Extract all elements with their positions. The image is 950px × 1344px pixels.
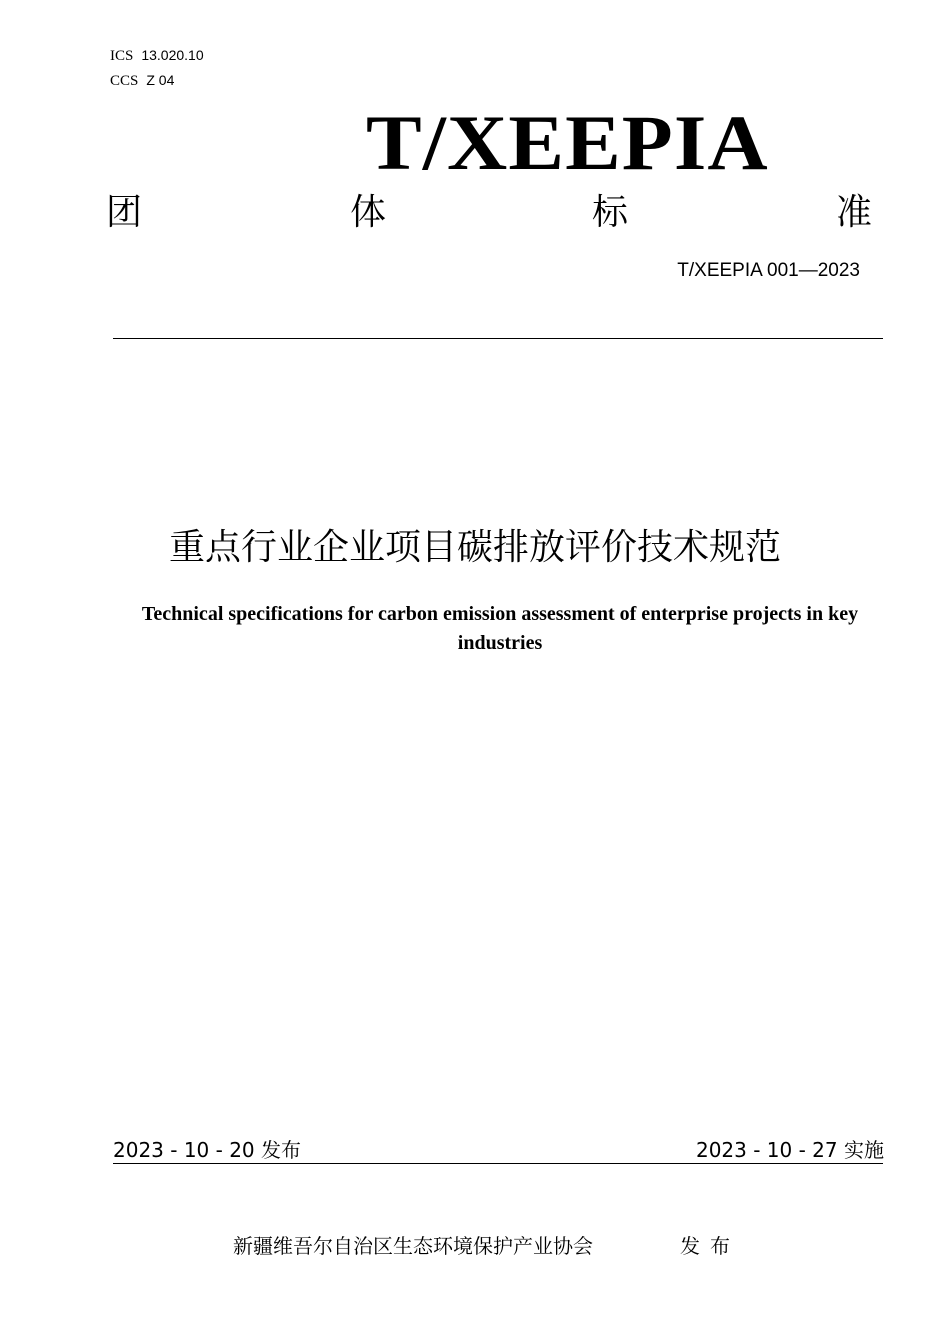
ccs-line bbox=[110, 71, 174, 90]
title-chinese: 重点行业企业项目碳排放评价技术规范 bbox=[168, 527, 781, 568]
category-char: 团 bbox=[106, 192, 143, 233]
category-char: 标 bbox=[592, 192, 629, 233]
category-char: 体 bbox=[350, 192, 387, 233]
title-english: Technical specifications for carbon emission assessment of enterprise projects in key industries bbox=[141, 603, 859, 654]
ics-label: ICS bbox=[110, 48, 134, 64]
ccs-label: CCS bbox=[110, 73, 139, 89]
standard-number: T/XEEPIA 001—2023 bbox=[677, 260, 860, 281]
ics-code: 13.020.10 bbox=[141, 47, 204, 63]
ccs-code: Z 04 bbox=[146, 72, 175, 88]
standard-logo: T/XEEPIA bbox=[366, 99, 769, 186]
publish-label: 发布 bbox=[680, 1234, 740, 1258]
publish-date: 2023 - 10 - 20 发布 bbox=[113, 1138, 302, 1162]
category-char: 准 bbox=[836, 192, 873, 233]
publishing-organization: 新疆维吾尔自治区生态环境保护产业协会 bbox=[233, 1234, 593, 1258]
footer-divider bbox=[113, 1163, 883, 1164]
ics-line bbox=[110, 46, 204, 65]
header-divider bbox=[113, 338, 883, 339]
implement-date: 2023 - 10 - 27 实施 bbox=[695, 1138, 884, 1162]
